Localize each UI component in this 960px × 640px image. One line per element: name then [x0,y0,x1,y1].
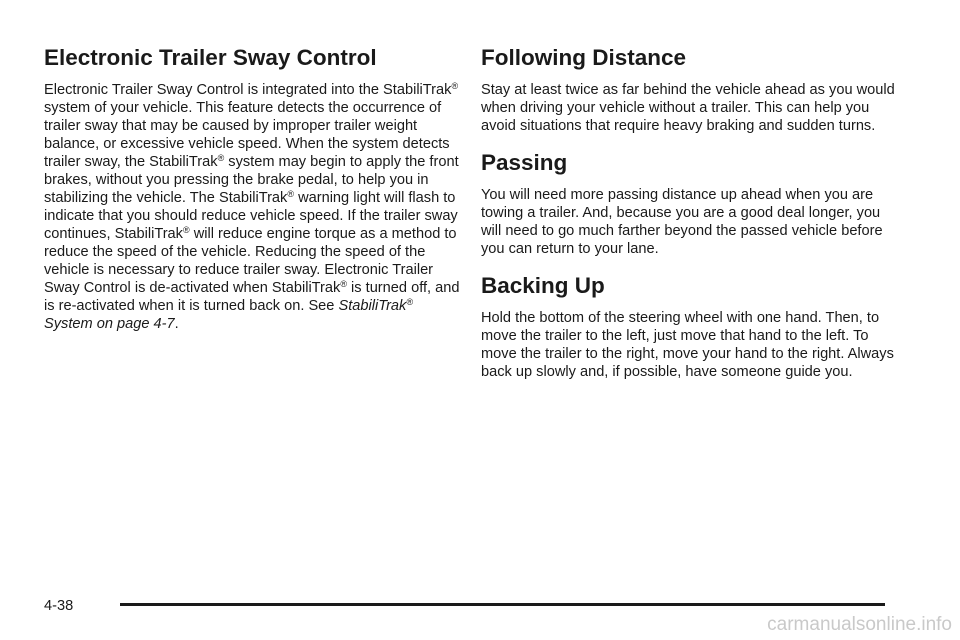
registered-mark: ® [217,153,225,163]
section-heading-backing-up: Backing Up [481,273,605,298]
passing-paragraph: You will need more passing distance up ahead when you are towing a trailer. And, because you are a good deal longer, you will need to go much farther beyond the passed vehicle before you can return to your lane. [481,187,883,257]
registered-mark: ® [340,279,347,289]
following-distance-paragraph: Stay at least twice as far behind the vehicle ahead as you would when driving your vehicle without a trailer. This can help you avoid situations that require heavy braking and sudden turns. [481,82,895,134]
text-fragment: . [174,316,179,332]
registered-mark: ® [182,225,190,235]
page-number: 4-38 [44,598,74,614]
left-column [44,44,464,333]
text-fragment: system may begin to apply the front brakes, without you pressing the brake pedal, to help you in stabilizing the vehicle. The StabiliTrak [44,154,459,206]
backing-up-paragraph: Hold the bottom of the steering wheel with one hand. Then, to move the trailer to the left, just move that hand to the left. To move the trailer to the right, move your hand to the right. Always back up slowly and, if possible, have someone guide you. [481,310,894,380]
trailer-sway-paragraph [44,81,464,333]
registered-mark: ® [287,189,294,199]
text-fragment: Electronic Trailer Sway Control is integrated into the StabiliTrak [44,82,452,98]
text-fragment: system of your vehicle. This feature detects the occurrence of trailer sway that may be caused by improper trailer weight balance, or excessive vehicle speed. When the system detects trailer sway, the StabiliTrak [44,100,450,170]
right-column [481,44,901,381]
text-fragment: warning light will flash to indicate that you should reduce vehicle speed. If the trailer sway continues, StabiliTrak [44,190,458,242]
registered-mark: ® [451,81,459,91]
text-fragment: will reduce engine torque as a method to reduce the speed of the vehicle. Reducing the speed of the vehicle is necessary to reduce trailer sway. Electronic Trailer Sway Control is de-activated when StabiliTrak [44,226,457,296]
watermark-text: carmanualsonline.info [767,614,952,635]
section-heading-passing: Passing [481,150,568,175]
section-heading-trailer-sway: Electronic Trailer Sway Control [44,45,377,70]
footer-rule [120,603,885,606]
section-heading-following-distance: Following Distance [481,45,687,70]
text-fragment: is turned off, and is re-activated when it is turned back on. See [44,280,460,314]
cross-reference-text: StabiliTrak [338,298,407,314]
registered-mark: ® [406,297,413,307]
cross-reference-text: System on page 4-7 [44,316,175,332]
